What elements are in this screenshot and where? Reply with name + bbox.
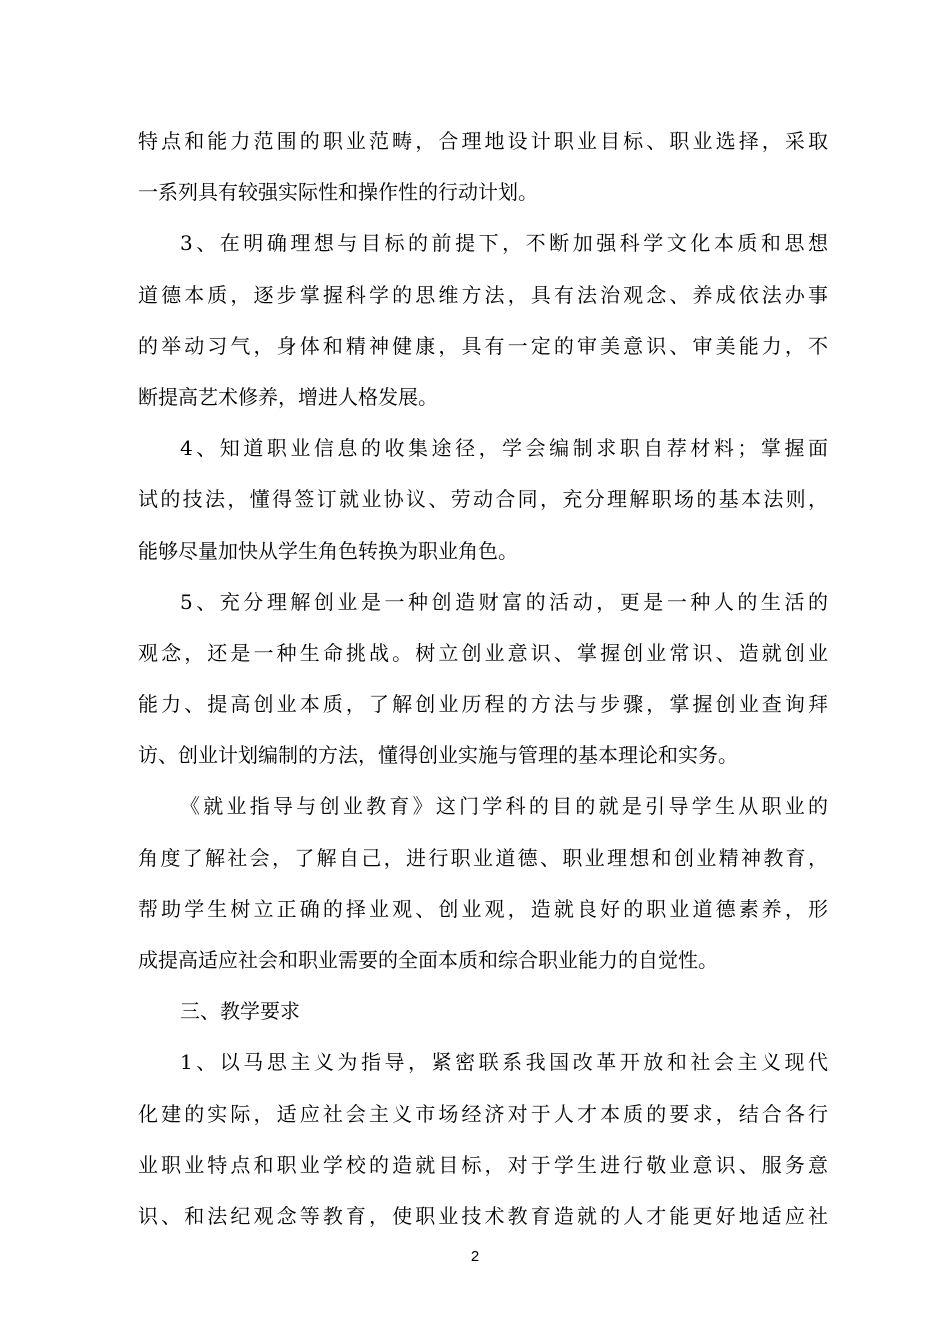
text-line: 角度了解社会，了解自己，进行职业道德、职业理想和创业精神教育， — [138, 845, 828, 870]
text-line: 三、教学要求 — [180, 999, 300, 1024]
text-line: 识、和法纪观念等教育，使职业技术教育造就的人才能更好地适应社 — [138, 1203, 828, 1228]
text-line: 化建的实际，适应社会主义市场经济对于人才本质的要求，结合各行 — [138, 1101, 828, 1126]
text-line: 帮助学生树立正确的择业观、创业观，造就良好的职业道德素养，形 — [138, 896, 828, 921]
text-line: 访、创业计划编制的方法，懂得创业实施与管理的基本理论和实务。 — [138, 743, 738, 768]
text-line: 一系列具有较强实际性和操作性的行动计划。 — [138, 180, 538, 205]
text-line: 道德本质，逐步掌握科学的思维方法，具有法治观念、养成依法办事 — [138, 282, 828, 307]
text-line: 《就业指导与创业教育》这门学科的目的就是引导学生从职业的 — [180, 794, 828, 819]
document-body — [138, 116, 828, 1242]
text-line: 的举动习气，身体和精神健康，具有一定的审美意识、审美能力，不 — [138, 333, 828, 358]
text-line: 3、在明确理想与目标的前提下，不断加强科学文化本质和思想 — [180, 231, 828, 256]
text-line: 4、知道职业信息的收集途径，学会编制求职自荐材料；掌握面 — [180, 436, 828, 461]
text-line: 观念，还是一种生命挑战。树立创业意识、掌握创业常识、造就创业 — [138, 640, 828, 665]
text-line: 能力、提高创业本质，了解创业历程的方法与步骤，掌握创业查询拜 — [138, 692, 828, 717]
text-line: 业职业特点和职业学校的造就目标，对于学生进行敬业意识、服务意 — [138, 1152, 828, 1177]
page-number: 2 — [470, 1248, 480, 1265]
text-line: 1、以马思主义为指导，紧密联系我国改革开放和社会主义现代 — [180, 1050, 828, 1075]
text-line: 特点和能力范围的职业范畴，合理地设计职业目标、职业选择，采取 — [138, 129, 828, 153]
text-line: 试的技法，懂得签订就业协议、劳动合同，充分理解职场的基本法则， — [138, 487, 828, 512]
text-line: 断提高艺术修养，增进人格发展。 — [138, 384, 438, 409]
text-line: 成提高适应社会和职业需要的全面本质和综合职业能力的自觉性。 — [138, 948, 718, 972]
text-line: 5、充分理解创业是一种创造财富的活动，更是一种人的生活的 — [180, 589, 828, 614]
text-line: 能够尽量加快从学生角色转换为职业角色。 — [138, 538, 518, 563]
